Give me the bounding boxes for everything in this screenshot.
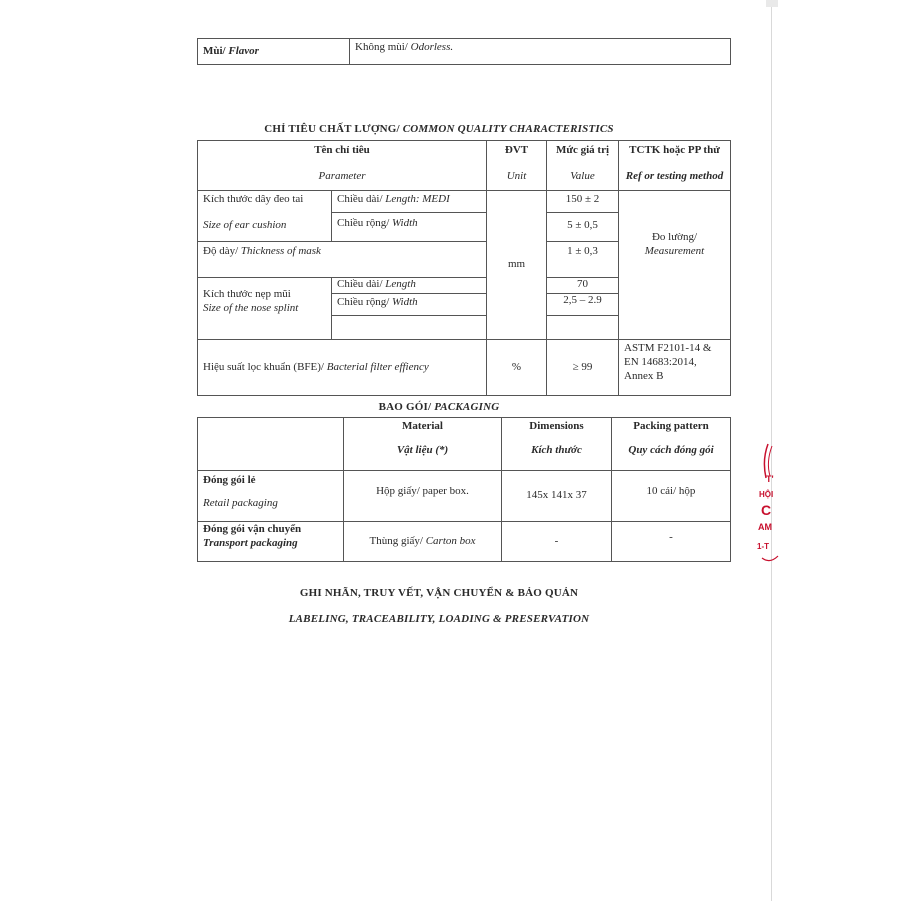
retail-label-vi: Đóng gói lẻ	[203, 474, 256, 486]
bfe-unit-cell	[487, 340, 547, 396]
ear-width-value-text: 5 ± 0,5	[567, 219, 598, 231]
bfe-method-cell	[619, 340, 731, 396]
nose-empty-cell	[332, 316, 487, 340]
header-pattern-en: Packing pattern	[633, 420, 709, 432]
flavor-value	[350, 39, 731, 65]
transport-dimensions-text: -	[554, 535, 559, 547]
company-stamp-fragment	[752, 440, 782, 570]
transport-pattern-text: -	[669, 531, 673, 543]
header-unit-en: Unit	[506, 169, 527, 182]
stamp-line-5: 1-T	[757, 542, 769, 551]
ear-width-cell	[332, 213, 487, 242]
nose-length-cell	[332, 278, 487, 294]
bfe-label-vi: Hiệu suất lọc khuẩn (BFE)/	[203, 360, 324, 373]
bfe-label-en: Bacterial filter effiency	[326, 360, 429, 373]
method-measure-cell	[619, 191, 731, 340]
thickness-value	[547, 242, 619, 278]
bfe-label-cell	[198, 340, 487, 396]
bfe-method-line-3: Annex B	[624, 369, 664, 382]
flavor-label-vi: Mùi/	[203, 45, 226, 57]
ear-length-vi: Chiều dài/	[337, 193, 383, 205]
header-pattern	[612, 418, 731, 471]
ear-label-en: Size of ear cushion	[203, 218, 287, 231]
flavor-table	[197, 38, 731, 65]
retail-label-cell	[198, 471, 344, 522]
retail-dimensions	[502, 471, 612, 522]
transport-row	[198, 522, 731, 562]
retail-row	[198, 471, 731, 522]
header-value-vi: Mức giá trị	[555, 144, 610, 156]
nose-width-vi: Chiều rộng/	[337, 296, 390, 308]
flavor-value-vi: Không mùi/	[355, 41, 408, 53]
quality-table	[197, 140, 731, 396]
stamp-line-3: C	[761, 502, 772, 518]
header-dimensions-en: Dimensions	[529, 420, 584, 432]
method-measure-en: Measurement	[644, 244, 705, 257]
retail-material-text: Hộp giấy/ paper box.	[376, 485, 469, 497]
thickness-value-text: 1 ± 0,3	[567, 245, 598, 257]
header-material-vi: Vật liệu (*)	[396, 443, 449, 456]
header-material-en: Material	[402, 420, 443, 432]
thickness-label-cell	[198, 242, 487, 278]
flavor-label-en: Flavor	[228, 45, 259, 57]
bfe-method-line-2: EN 14683:2014,	[624, 355, 697, 368]
ear-length-row	[198, 191, 731, 213]
labeling-heading-vi-text: GHI NHÃN, TRUY VẾT, VẬN CHUYỂN & BẢO QUẢN	[299, 587, 579, 599]
nose-width-value	[547, 294, 619, 316]
quality-heading-vi: CHỈ TIÊU CHẤT LƯỢNG/	[264, 123, 400, 135]
ear-length-cell	[332, 191, 487, 213]
quality-heading-en: COMMON QUALITY CHARACTERISTICS	[402, 123, 614, 135]
ear-label-cell	[198, 191, 332, 242]
ear-width-en: Width	[392, 217, 418, 229]
nose-label-vi: Kích thước nẹp mũi	[203, 288, 291, 300]
labeling-heading-en-text: LABELING, TRACEABILITY, LOADING & PRESERVATION	[288, 613, 590, 625]
flavor-label	[198, 39, 350, 65]
quality-heading	[197, 123, 681, 135]
retail-label-en: Retail packaging	[203, 496, 278, 509]
method-measure-vi: Đo lường/	[651, 231, 698, 243]
header-method-en: Ref or testing method	[625, 169, 724, 182]
retail-pattern	[612, 471, 731, 522]
transport-material-vi: Thùng giấy/	[369, 535, 423, 547]
transport-label-cell	[198, 522, 344, 562]
transport-material	[344, 522, 502, 562]
packaging-heading	[197, 401, 681, 413]
retail-pattern-text: 10 cái/ hộp	[646, 485, 696, 497]
header-unit	[487, 141, 547, 191]
nose-length-en: Length	[385, 278, 416, 290]
packaging-heading-en: PACKAGING	[434, 401, 500, 413]
packaging-header-row	[198, 418, 731, 471]
stamp-line-4: AM	[758, 522, 772, 532]
ear-length-value-text: 150 ± 2	[565, 193, 600, 205]
header-value-en: Value	[570, 169, 595, 182]
nose-length-value-text: 70	[577, 278, 588, 290]
retail-material	[344, 471, 502, 522]
header-parameter-en: Parameter	[318, 169, 366, 182]
header-unit-vi: ĐVT	[504, 144, 529, 156]
header-value	[547, 141, 619, 191]
nose-width-value-text: 2,5 – 2.9	[563, 294, 602, 306]
header-dimensions	[502, 418, 612, 471]
transport-pattern	[612, 522, 731, 562]
bfe-unit: %	[511, 360, 522, 373]
nose-label-en: Size of the nose splint	[203, 301, 299, 314]
nose-label-cell	[198, 278, 332, 340]
header-method	[619, 141, 731, 191]
ear-width-value	[547, 213, 619, 242]
unit-mm: mm	[507, 258, 526, 271]
transport-material-en: Carton box	[425, 535, 476, 547]
stamp-line-2: HỘI	[759, 490, 774, 499]
thickness-label-vi: Độ dày/	[203, 245, 239, 257]
retail-dimensions-text: 145x 141x 37	[526, 489, 587, 501]
ear-label-vi: Kích thước dây đeo tai	[203, 193, 304, 205]
nose-empty-value	[547, 316, 619, 340]
packaging-heading-vi: BAO GÓI/	[378, 401, 432, 413]
scan-edge-top-right	[766, 0, 778, 7]
packaging-header-empty	[198, 418, 344, 471]
stamp-line-1: T'	[766, 474, 774, 484]
header-parameter-vi: Tên chỉ tiêu	[314, 144, 370, 156]
labeling-heading-vi	[197, 587, 681, 599]
bfe-value-cell	[547, 340, 619, 396]
ear-length-value	[547, 191, 619, 213]
quality-header-row	[198, 141, 731, 191]
transport-label-vi: Đóng gói vận chuyển	[203, 523, 302, 535]
nose-length-vi: Chiều dài/	[337, 278, 383, 290]
header-material	[344, 418, 502, 471]
flavor-value-en: Odorless.	[410, 41, 454, 53]
header-dimensions-vi: Kích thước	[531, 443, 582, 456]
nose-length-value	[547, 278, 619, 294]
bfe-value: ≥ 99	[572, 360, 593, 373]
transport-label-en: Transport packaging	[203, 536, 298, 549]
header-parameter	[198, 141, 487, 191]
thickness-label-en: Thickness of mask	[240, 245, 321, 257]
labeling-heading-en	[197, 613, 681, 625]
transport-dimensions	[502, 522, 612, 562]
bfe-method-line-1: ASTM F2101-14 &	[624, 342, 712, 354]
nose-width-cell	[332, 294, 487, 316]
header-method-vi: TCTK hoặc PP thử	[629, 144, 720, 156]
bfe-row	[198, 340, 731, 396]
nose-width-en: Width	[392, 296, 418, 308]
ear-length-en: Length: MEDI	[385, 193, 450, 205]
header-pattern-vi: Quy cách đóng gói	[628, 443, 714, 456]
packaging-table	[197, 417, 731, 562]
ear-width-vi: Chiều rộng/	[337, 217, 390, 229]
unit-mm-cell	[487, 191, 547, 340]
